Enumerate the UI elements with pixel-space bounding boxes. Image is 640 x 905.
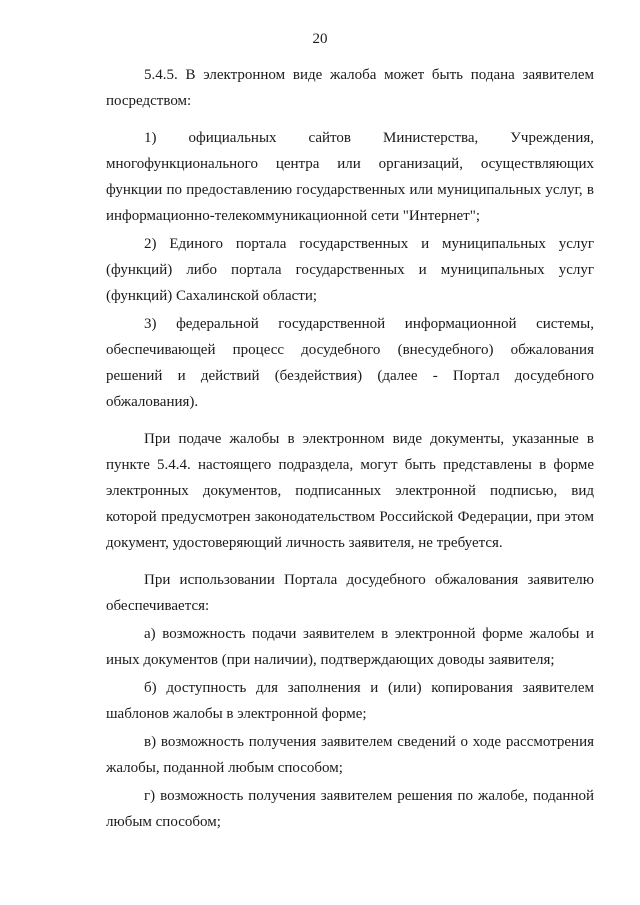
paragraph-5-4-5: 5.4.5. В электронном виде жалоба может быть подана заявителем посредством:	[106, 67, 594, 109]
paragraph-electronic-documents: При подаче жалобы в электронном виде документы, указанные в пункте 5.4.4. настоящего подраздела, могут быть представлены в форме электронных документов, подписанных электронной подписью, вид которой предусмотрен законодательством Российской Федерации, при этом документ, удостоверяющий личность заявителя, не требуется.	[106, 431, 594, 551]
paragraph-item-b: б) доступность для заполнения и (или) копирования заявителем шаблонов жалобы в электронной форме;	[106, 680, 594, 722]
paragraph-item-g: г) возможность получения заявителем решения по жалобе, поданной любым способом;	[106, 788, 594, 830]
paragraph-item-2: 2) Единого портала государственных и муниципальных услуг (функций) либо портала государственных и муниципальных услуг (функций) Сахалинской области;	[106, 236, 594, 304]
paragraph-item-a: а) возможность подачи заявителем в электронной форме жалобы и иных документов (при наличии), подтверждающих доводы заявителя;	[106, 626, 594, 668]
page-number: 20	[312, 31, 328, 47]
document-body	[106, 62, 594, 837]
paragraph-item-3: 3) федеральной государственной информационной системы, обеспечивающей процесс досудебного (внесудебного) обжалования решений и действий (бездействия) (далее - Портал досудебного обжалования).	[106, 316, 594, 410]
paragraph-item-v: в) возможность получения заявителем сведений о ходе рассмотрения жалобы, поданной любым способом;	[106, 734, 594, 776]
paragraph-item-1: 1) официальных сайтов Министерства, Учреждения, многофункционального центра или организаций, осуществляющих функции по предоставлению государственных или муниципальных услуг, в информационно-телекоммуникационной сети "Интернет";	[106, 130, 594, 224]
paragraph-portal-provides: При использовании Портала досудебного обжалования заявителю обеспечивается:	[106, 572, 594, 614]
